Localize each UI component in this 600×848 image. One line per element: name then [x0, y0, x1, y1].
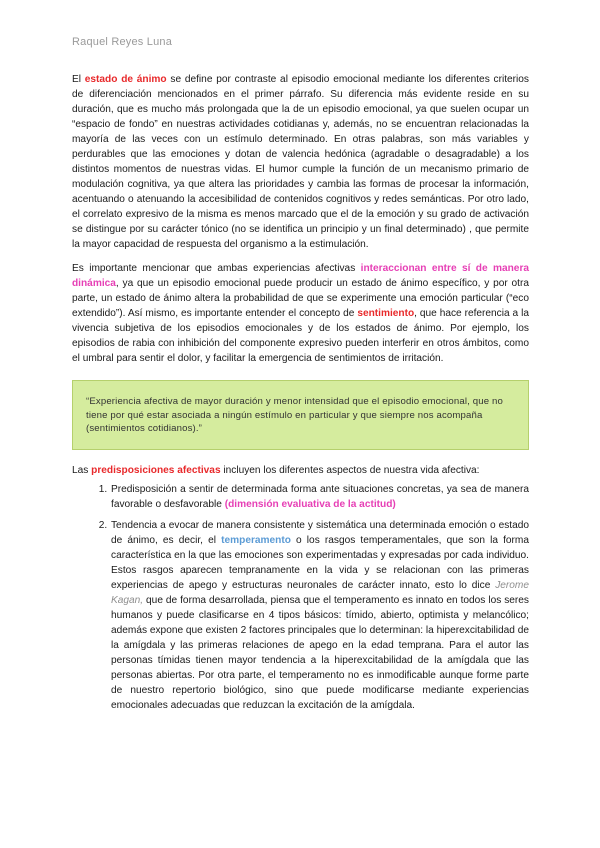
text-span: El — [72, 74, 85, 85]
term-interaccionan: interaccionan entre sí de manera dinámica — [72, 263, 530, 289]
term-estado-de-animo: estado de ánimo — [84, 74, 167, 85]
paragraph-predisposiciones — [72, 463, 529, 478]
text-span: Las — [72, 464, 92, 476]
term-dimension-evaluativa: (dimensión evaluativa de la actitud) — [224, 498, 396, 510]
text-span: incluyen los diferentes aspectos de nuestra vida afectiva: — [220, 464, 480, 476]
text-span: Tendencia a evocar de manera consistente y sistemática una determinada emoción o estado de ánimo, es decir, el — [111, 519, 529, 546]
author-header: Raquel Reyes Luna — [72, 36, 173, 48]
text-span: o los rasgos temperamentales, que son la forma característica en la que las emociones son experimentadas y expresadas por cada individuo. Estos rasgos aparecen tempranamente en la vida y se relacionan con las primeras experiencias de apego y estructuras neuronales de carácter innato, esto lo dice — [111, 534, 529, 591]
list-item — [110, 482, 529, 512]
text-span: , ya que un episodio emocional puede producir un estado de ánimo específico, y por otra parte, un estado de ánimo altera la probabilidad de que se experimente una emoción particular (“eco extendido”). Así mismo, es importante entender el concepto de — [72, 278, 529, 319]
term-sentimiento: sentimiento — [357, 308, 415, 319]
list-item — [110, 518, 529, 713]
text-span: Predisposición a sentir de determinada forma ante situaciones concretas, ya sea de manera favorable o desfavorable — [111, 483, 529, 510]
definition-quote-box: “Experiencia afectiva de mayor duración y menor intensidad que el episodio emocional, que no tiene por qué estar asociada a ningún estímulo en particular y que siempre nos acompaña (sentimientos cotidianos).” — [72, 380, 529, 450]
text-span: , que hace referencia a la vivencia subjetiva de los episodios emocionales y de los estados de ánimo. Por ejemplo, los episodios de rabia con inhibición del componente expresivo pueden interferir en otros ámbitos, como el umbral para sentir el dolor, y facilitar la emergencia de sentimientos de irritación. — [72, 308, 530, 364]
paragraph-interaccion — [72, 261, 529, 366]
paragraph-estado-de-animo — [72, 72, 529, 252]
text-span: Es importante mencionar que ambas experiencias afectivas — [72, 263, 361, 274]
term-predisposiciones-afectivas: predisposiciones afectivas — [91, 464, 221, 476]
text-span: que de forma desarrollada, piensa que el temperamento es innato en todos los seres humanos y puede clasificarse en 4 tipos básicos: tímido, abierto, optimista y melancólico; además expone que existen 2 factores principales que lo determinan: la hiperexcitabilidad de la amígdala y las primeras relaciones de apego en la edad temprana. Para el autor las personas tímidas tienen mayor tendencia a la hiperexcitabilidad de la amígdala que las personas abiertas. Por otra parte, el temperamento no es inmodificable aunque forme parte de nuestro repertorio biológico, sino que puede modificarse mediante experiencias emocionales adecuadas que reduzcan la excitación de la amígdala. — [111, 594, 529, 711]
text-span: se define por contraste al episodio emocional mediante los diferentes criterios de diferenciación mencionados en el primer párrafo. Su diferencia más evidente reside en su duración, que es mucho más prolongada que la de un episodio emocional, ya que suelen ocupar un “espacio de fondo” en nuestras actividades cotidianas y, además, no se encuentran relacionadas la mayoría de las veces con un estímulo determinado. En otras palabras, son más variables y perdurables que las emociones y dotan de valencia hedónica (agradable o desagradable) a los distintos momentos de nuestras vidas. El humor cumple la función de un mecanismo primario de modulación cognitiva, ya que altera las prioridades y cambia las formas de procesar la información, acentuando o atenuando la accesibilidad de contenidos cognitivos y redes semánticas. Por otro lado, el correlato expresivo de la misma es menos marcado que el de la emoción y su grado de activación se distingue por su carácter tónico (no se identifica un principio y un final determinado) , que permite la mayor capacidad de respuesta del organismo a la estimulación. — [72, 74, 529, 250]
term-temperamento: temperamento — [221, 534, 291, 546]
predisposiciones-list — [72, 482, 529, 713]
document-body — [72, 72, 529, 719]
author-reference: Jerome Kagan, — [111, 579, 529, 606]
